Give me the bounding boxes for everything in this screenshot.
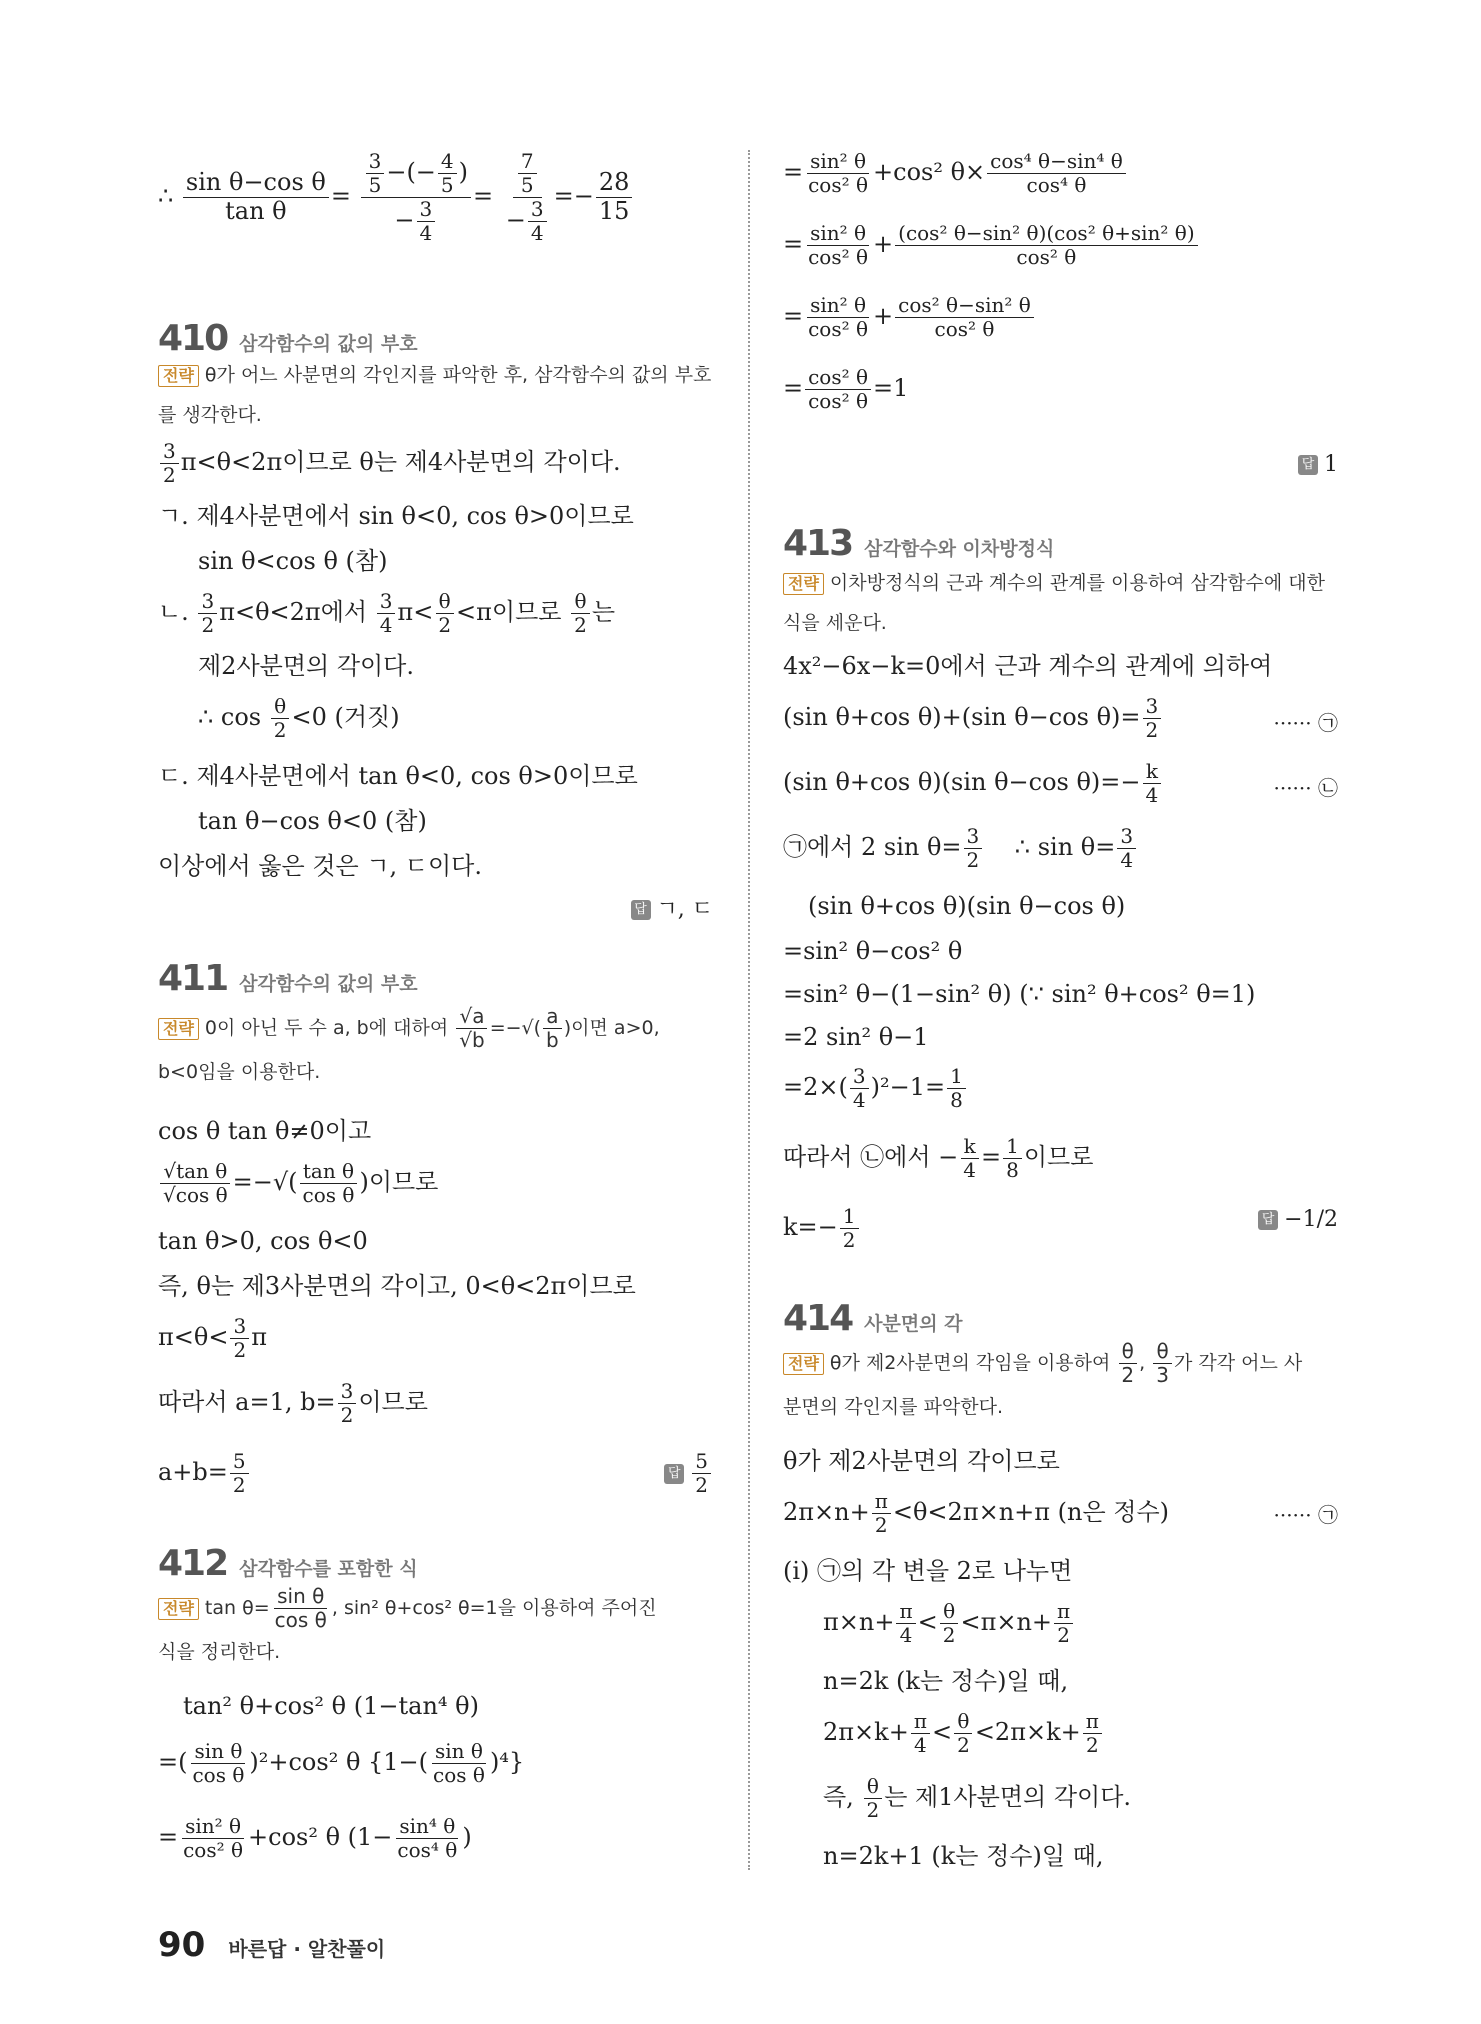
line-413-11: k=− $\frac{1}{2}$	[783, 1205, 861, 1252]
line-410-4: ㄴ. $\frac{3}{2}$ π<θ<2π에서 $\frac{3}{4}$ π< $\frac{\theta}{2}$ <π이므로 $\frac{\theta}{2}$ 는	[158, 589, 616, 637]
line-413-9: =2×( $\frac{3}{4}$ )²−1= $\frac{1}{8}$	[783, 1065, 968, 1112]
text: (n은 정수)	[1057, 1498, 1170, 1526]
answer-text: 1	[1324, 452, 1338, 477]
line-414-6: 2π×k+ $\frac{\pi}{4}$ < $\frac{\theta}{2}$ <2π×k+ $\frac{\pi}{2}$	[823, 1710, 1104, 1757]
text: (sin θ+cos θ)(sin θ−cos θ)	[808, 892, 1126, 920]
line-410-9	[158, 850, 482, 882]
book-title: 바른답 · 알찬풀이	[228, 1937, 386, 1961]
top-equation: ∴ $\frac{\text{sin θ−cos θ}}{\text{tan θ}}$ = $\frac{3}{5}$ −(− $\frac{4}{5}$ ) − $\frac{3}{4}$ = $\frac{7}{5}$ − $\frac{3}{4}$ =− $\frac{28}{15}$	[158, 150, 634, 245]
line-411-7: a+b= $\frac{5}{2}$	[158, 1450, 251, 1497]
answer-text: −1/2	[1284, 1207, 1338, 1232]
line-411-2: $\frac{\text{√tan θ}}{\text{√cos θ}}$ =−√( $\frac{\text{tan θ}}{\text{cos θ}}$ )이므로	[158, 1160, 438, 1207]
text: 분면의 각인지를 파악한다.	[783, 1396, 1004, 1418]
text: 이므로	[1023, 1143, 1094, 1171]
denominator: tan θ	[225, 197, 287, 225]
line-410-8	[198, 805, 427, 837]
line-412-2: =( $\frac{\text{sin θ}}{\text{cos θ}}$ )²+cos² θ {1−( $\frac{\text{sin θ}}{\text{cos θ}}$ )⁴}	[158, 1739, 525, 1787]
section-414-header	[783, 1295, 963, 1344]
section-title: 삼각함수의 값의 부호	[239, 973, 418, 995]
answer-412	[1298, 450, 1338, 480]
text: =1	[873, 374, 909, 402]
text: tan² θ+cos² θ (1−tan⁴ θ)	[183, 1692, 479, 1720]
text: 가 각각 어느 사	[1173, 1352, 1303, 1374]
line-412-r3: = $\frac{\text{sin² θ}}{\text{cos² θ}}$ + $\frac{\text{cos² θ−sin² θ}}{\text{cos² θ}}$	[783, 294, 1036, 341]
text: 이므로	[368, 1168, 439, 1196]
line-413-6	[783, 935, 962, 967]
strategy-410	[158, 355, 713, 435]
text: n=2k (k는 정수)일 때,	[823, 1667, 1069, 1695]
line-414-7: 즉, $\frac{\theta}{2}$ 는 제1사분면의 각이다.	[823, 1774, 1132, 1822]
strategy-text: θ가 어느 사분면의 각인지를 파악한 후, 삼각함수의 값의 부호를 생각한다.	[158, 364, 712, 426]
line-413-3: (sin θ+cos θ)(sin θ−cos θ)=− $\frac{k}{4}$	[783, 760, 1163, 807]
strategy-tag: 전략	[158, 365, 199, 387]
text: θ가 제2사분면의 각임을 이용하여	[829, 1352, 1111, 1374]
text: 이면 a>0,	[571, 1017, 660, 1039]
text: tan θ>0, cos θ<0	[158, 1227, 368, 1255]
text: 4x²−6x−k=0에서 근과 계수의 관계에 의하여	[783, 652, 1273, 680]
text: k=−	[783, 1213, 838, 1241]
line-412-3: = $\frac{\text{sin² θ}}{\text{cos² θ}}$ +cos² θ (1− $\frac{\text{sin⁴ θ}}{\text{cos⁴ θ}}$ )	[158, 1814, 472, 1862]
text: 따라서 ㉡에서 −	[783, 1143, 959, 1171]
line-413-1	[783, 650, 1272, 682]
answer-text: ㄱ, ㄷ	[656, 897, 713, 922]
line-413-8	[783, 1021, 929, 1053]
fraction	[183, 169, 329, 225]
text: =2 sin² θ−1	[783, 1023, 929, 1051]
line-412-r2: = $\frac{\text{sin² θ}}{\text{cos² θ}}$ + $\frac{\text{(cos² θ−sin² θ)(cos² θ+sin² θ)}}{\text{cos² θ}}$	[783, 222, 1200, 269]
answer-410	[631, 895, 714, 925]
text: 는 제1사분면의 각이다.	[884, 1783, 1132, 1811]
equation-tag: ······ ㉡	[1273, 776, 1338, 800]
text: π<θ<2π이므로 θ는 제4사분면의 각이다.	[180, 448, 621, 476]
text: (i) ㉠의 각 변을 2로 나누면	[783, 1557, 1073, 1585]
numerator: sin θ−cos θ	[183, 169, 329, 198]
line-410-5	[198, 650, 414, 682]
answer-icon: 답	[1258, 1210, 1278, 1230]
line-413-2: (sin θ+cos θ)+(sin θ−cos θ)= $\frac{3}{2}$	[783, 695, 1163, 742]
line-414-8	[823, 1840, 1103, 1872]
line-411-6: 따라서 a=1, b= $\frac{3}{2}$ 이므로	[158, 1379, 428, 1427]
text: 즉, θ는 제3사분면의 각이고, 0<θ<2π이므로	[158, 1272, 636, 1300]
text: =sin² θ−cos² θ	[783, 937, 963, 965]
line-410-3	[198, 545, 387, 577]
answer-icon: 답	[1298, 455, 1318, 475]
text: ㄴ.	[158, 598, 189, 626]
strategy-411: 전략 0이 아닌 두 수 a, b에 대하여 $\frac{√a}{√b}$ =−√( $\frac{a}{b}$ )이면 a>0, b<0임을 이용한다.	[158, 1004, 660, 1083]
answer-icon: 답	[664, 1464, 684, 1484]
section-number: 411	[158, 958, 228, 999]
strategy-414: 전략 θ가 제2사분면의 각임을 이용하여 $\frac{\theta}{2}$ , $\frac{\theta}{3}$ 가 각각 어느 사 분면의 각인지를 파악한다.	[783, 1339, 1303, 1418]
line-412-1	[183, 1690, 479, 1722]
strategy-413	[783, 563, 1338, 643]
fraction: $\frac{3}{5}$ −(− $\frac{4}{5}$ ) − $\frac{3}{4}$	[361, 150, 471, 245]
line-410-7	[158, 760, 638, 792]
text: 즉,	[823, 1783, 854, 1811]
text: cos θ tan θ≠0이고	[158, 1117, 372, 1145]
text: ∴ sin θ=	[1014, 833, 1116, 861]
strategy-tag: 전략	[783, 573, 824, 595]
therefore-symbol: ∴	[158, 182, 174, 210]
section-title: 사분면의 각	[864, 1313, 963, 1335]
text: 0이 아닌 두 수 a, b에 대하여	[204, 1017, 449, 1039]
line-413-4: ㉠에서 2 sin θ= $\frac{3}{2}$ ∴ sin θ= $\frac{3}{4}$	[783, 825, 1138, 872]
line-411-4	[158, 1270, 636, 1302]
strategy-tag: 전략	[158, 1018, 199, 1040]
strategy-412: 전략 tan θ= $\frac{\text{sin θ}}{\text{cos θ}}$ , sin² θ+cos² θ=1을 이용하여 주어진 식을 정리한다.	[158, 1584, 657, 1663]
answer-411: 답 $\frac{5}{2}$	[664, 1450, 713, 1497]
section-413-header	[783, 520, 1054, 569]
section-title: 삼각함수를 포함한 식	[239, 1558, 418, 1580]
line-411-5: π<θ< $\frac{3}{2}$ π	[158, 1314, 267, 1362]
text: ㄷ. 제4사분면에서 tan θ<0, cos θ>0이므로	[158, 762, 638, 790]
text: (sin θ+cos θ)(sin θ−cos θ)=−	[783, 768, 1141, 796]
section-412-header	[158, 1540, 418, 1589]
column-divider	[748, 150, 750, 1870]
text: θ가 제2사분면의 각이므로	[783, 1447, 1060, 1475]
answer-icon: 답	[631, 900, 651, 920]
line-412-r4: = $\frac{\text{cos² θ}}{\text{cos² θ}}$ =1	[783, 365, 909, 413]
text: <0 (거짓)	[291, 703, 400, 731]
text: (sin θ+cos θ)+(sin θ−cos θ)=	[783, 703, 1141, 731]
text: ㄱ. 제4사분면에서 sin θ<0, cos θ>0이므로	[158, 502, 634, 530]
line-413-7	[783, 978, 1255, 1010]
line-413-5	[808, 890, 1125, 922]
text: tan θ=	[204, 1597, 270, 1619]
page-footer	[158, 1925, 385, 1965]
equation-tag: ······ ㉠	[1273, 711, 1338, 735]
fraction: $\frac{7}{5}$ − $\frac{3}{4}$	[503, 150, 552, 245]
text: 식을 정리한다.	[158, 1641, 281, 1663]
line-414-3	[783, 1555, 1072, 1587]
page-number: 90	[158, 1925, 206, 1965]
text: 제2사분면의 각이다.	[198, 652, 414, 680]
line-410-2	[158, 500, 634, 532]
section-number: 412	[158, 1543, 228, 1584]
text: ㉠에서 2 sin θ=	[783, 833, 962, 861]
section-title: 삼각함수의 값의 부호	[239, 333, 418, 355]
text: sin θ<cos θ (참)	[198, 547, 388, 575]
text: 이므로	[358, 1388, 428, 1416]
line-414-4: π×n+ $\frac{\pi}{4}$ < $\frac{\theta}{2}$ <π×n+ $\frac{\pi}{2}$	[823, 1600, 1075, 1647]
text: , sin² θ+cos² θ=1을 이용하여 주어진	[331, 1597, 657, 1619]
text: n=2k+1 (k는 정수)일 때,	[823, 1842, 1104, 1870]
line-412-r1: = $\frac{\text{sin² θ}}{\text{cos² θ}}$ +cos² θ× $\frac{\text{cos⁴ θ−sin⁴ θ}}{\text{cos⁴ θ}}$	[783, 150, 1128, 197]
line-414-2: 2π×n+ $\frac{\pi}{2}$ <θ<2π×n+π (n은 정수)	[783, 1489, 1170, 1537]
line-410-6: ∴ cos $\frac{\theta}{2}$ <0 (거짓)	[198, 694, 400, 742]
line-411-1	[158, 1115, 371, 1147]
line-411-3	[158, 1225, 368, 1257]
strategy-tag: 전략	[158, 1598, 199, 1620]
text: 이차방정식의 근과 계수의 관계를 이용하여 삼각함수에 대한 식을 세운다.	[783, 572, 1326, 634]
section-number: 414	[783, 1298, 853, 1339]
section-411-header	[158, 955, 418, 1004]
text: b<0임을 이용한다.	[158, 1061, 321, 1083]
text: 이상에서 옳은 것은 ㄱ, ㄷ이다.	[158, 852, 482, 880]
strategy-tag: 전략	[783, 1353, 824, 1375]
section-title: 삼각함수와 이차방정식	[864, 538, 1055, 560]
text: a+b=	[158, 1458, 228, 1486]
line-414-5	[823, 1665, 1068, 1697]
line-410-1: $\frac{3}{2}$ π<θ<2π이므로 θ는 제4사분면의 각이다.	[158, 440, 621, 487]
text: =sin² θ−(1−sin² θ) (∵ sin² θ+cos² θ=1)	[783, 980, 1256, 1008]
answer-413	[1258, 1205, 1338, 1235]
text: ∴ cos	[198, 703, 262, 731]
section-number: 410	[158, 318, 228, 359]
line-414-1	[783, 1445, 1060, 1477]
text: π<θ<	[158, 1323, 229, 1351]
text: tan θ−cos θ<0 (참)	[198, 807, 427, 835]
equation-tag: ······ ㉠	[1273, 1503, 1338, 1527]
text: 따라서 a=1, b=	[158, 1388, 336, 1416]
line-413-10: 따라서 ㉡에서 − $\frac{k}{4}$ = $\frac{1}{8}$ 이므로	[783, 1134, 1094, 1182]
section-number: 413	[783, 523, 853, 564]
